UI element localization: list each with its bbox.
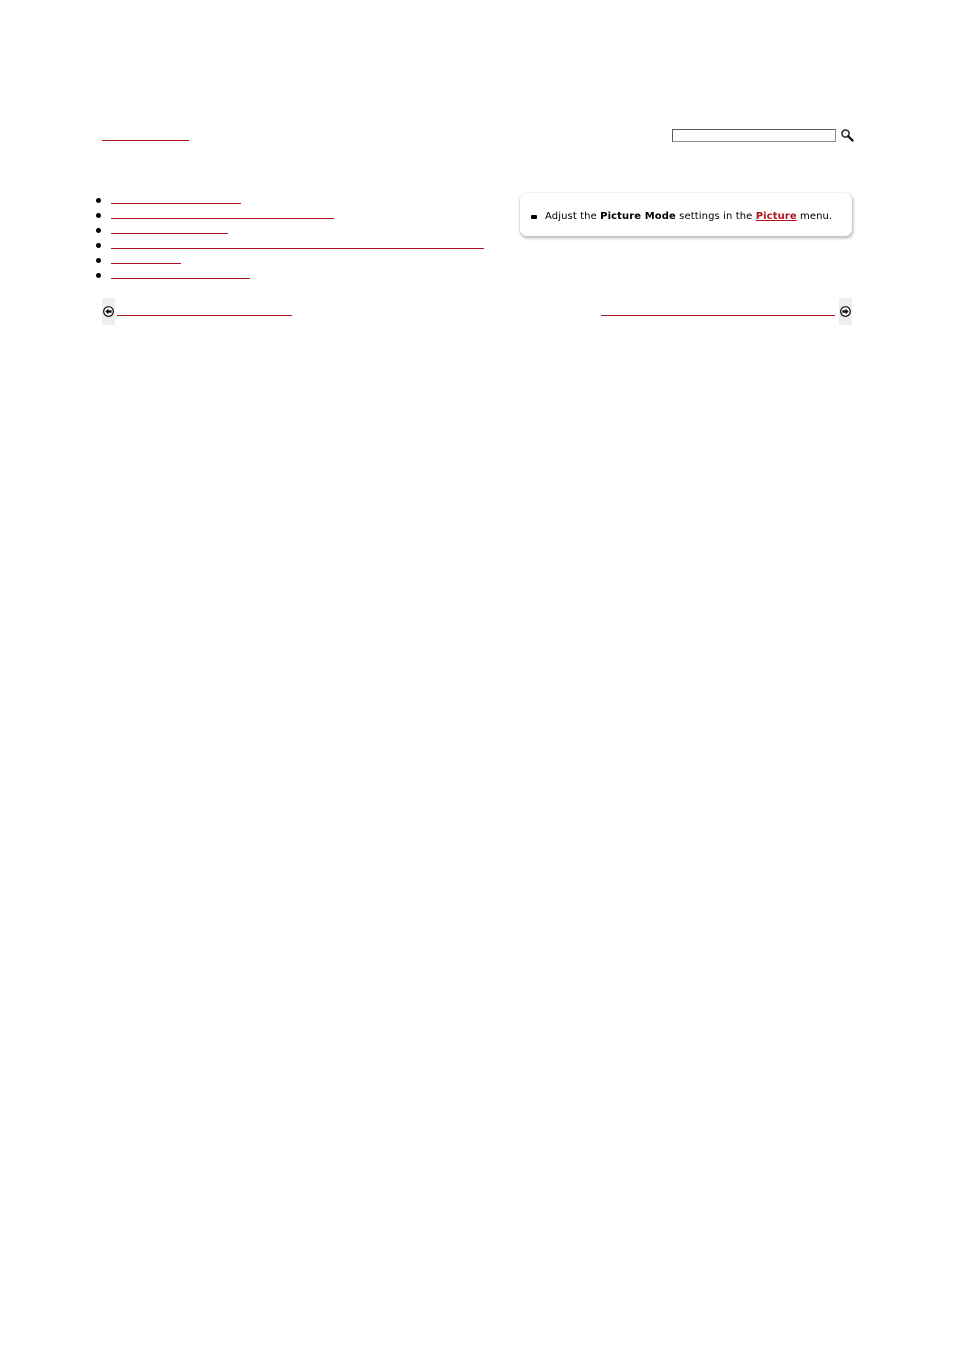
search-button[interactable] (840, 128, 854, 142)
bullet-dot (96, 273, 101, 278)
prev-page-button[interactable] (102, 298, 115, 325)
tip-text-after: menu. (796, 211, 833, 222)
related-link[interactable] (111, 203, 241, 204)
bullet-dot (96, 228, 101, 233)
related-link[interactable] (111, 278, 250, 279)
bullet-dot (96, 213, 101, 218)
next-page-button[interactable] (839, 298, 852, 325)
related-link[interactable] (111, 218, 334, 219)
bullet-dot (96, 198, 101, 203)
tip-text-middle: settings in the (675, 211, 756, 222)
related-link[interactable] (111, 263, 181, 264)
next-page-link[interactable] (601, 315, 835, 316)
bullet-dot (96, 243, 101, 248)
related-link[interactable] (111, 248, 484, 249)
right-arrow-circle-icon (840, 306, 851, 317)
tip-bullet (531, 215, 537, 219)
tip-text (545, 211, 832, 223)
left-arrow-circle-icon (103, 306, 114, 317)
bullet-dot (96, 258, 101, 263)
picture-mode-term: Picture Mode (600, 211, 676, 222)
prev-page-link[interactable] (117, 315, 292, 316)
related-link[interactable] (111, 233, 228, 234)
tip-text-before: Adjust the (545, 211, 601, 222)
top-link[interactable] (102, 140, 189, 141)
picture-menu-link[interactable]: Picture (755, 211, 797, 222)
search-input[interactable] (672, 129, 836, 142)
magnifier-icon (840, 128, 854, 142)
tip-panel (520, 193, 852, 236)
